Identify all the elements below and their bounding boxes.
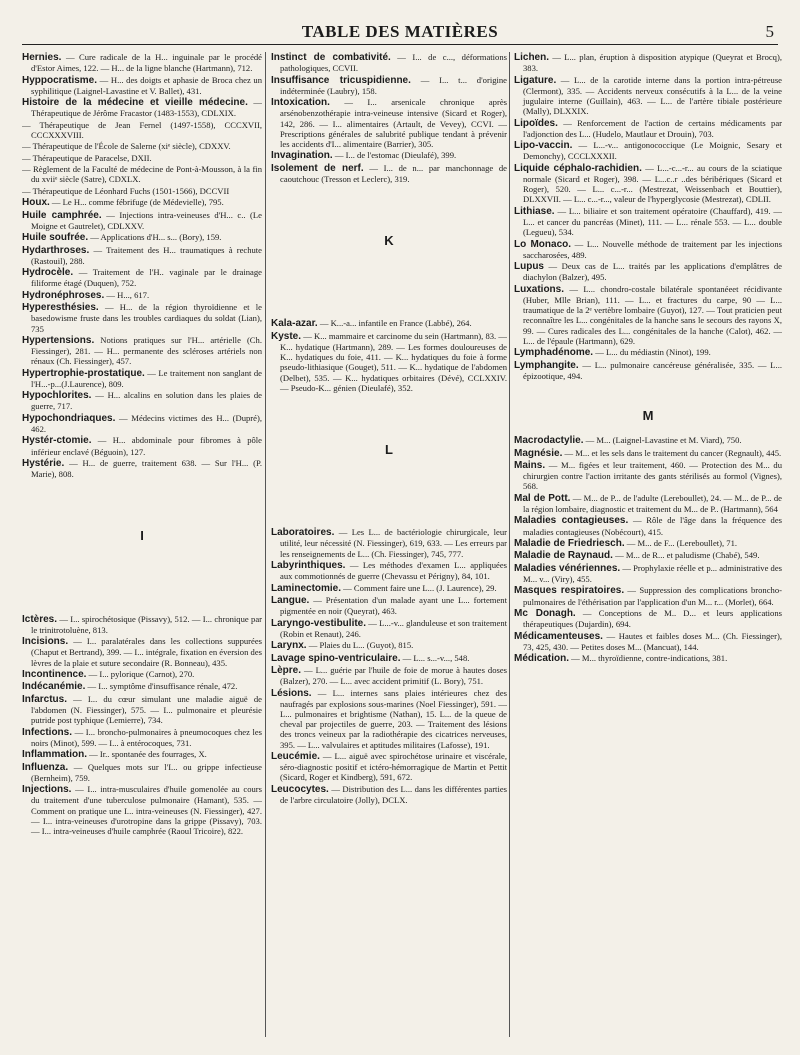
entry-term: Hypochondriaques.: [22, 412, 116, 424]
entry-term: Hyperesthésies.: [22, 302, 99, 314]
index-entry: [271, 52, 507, 73]
entry-term: Injections.: [22, 784, 72, 796]
entry-term: Mc Donagh.: [514, 607, 576, 619]
entry-term: Liquide céphalo-rachidien.: [514, 162, 642, 174]
index-entry: [22, 681, 262, 692]
entry-text: — I... de l'estomac (Dieulafé), 399.: [332, 150, 457, 161]
entry-term: Infarctus.: [22, 693, 68, 705]
entry-term: Hydarthroses.: [22, 244, 90, 256]
entry-text: — M... thyroïdienne, contre-indications, 381.: [569, 653, 728, 664]
entry-text: — Cure radicale de la H... inguinale par le procédé d'Estor Aimes, 122. — H... de la ligne blanche (Hartmann), 712.: [31, 52, 262, 74]
entry-text: — Suppression des complications broncho-pulmonaires de l'éthérisation par l'application d'un M... r... (Morlet), 664.: [523, 585, 782, 607]
entry-text: — L... chondro-costale bilatérale spontanéeet récidivante (Huber, Mlle Brian), 111. — L... et fractures du carpe, 90 — L... traumatique de la 2ᵉ vertèbre lombaire (Guyot), 127. — Tout praticien peut reconnaître les L... congénitales de la hanche sans le secours des rayons X, 99. — Cures radicales des L... congénitales de la hanche (Calot), 462. — L... de l'épaule (Hartmann), 629.: [523, 283, 782, 346]
entry-term: Hyppocratisme.: [22, 74, 98, 86]
entry-term: Larynx.: [271, 640, 307, 652]
index-entry: [271, 318, 507, 329]
entry-term: Mains.: [514, 459, 546, 471]
entry-text: — Ir.. spontanée des fourrages, X.: [87, 749, 207, 760]
entry-term: Magnésie.: [514, 447, 563, 459]
index-entry: [22, 141, 262, 151]
index-entry: [22, 614, 262, 635]
entry-term: Inflammation.: [22, 749, 88, 761]
index-entry: [514, 653, 782, 664]
entry-term: Hypertensions.: [22, 334, 95, 346]
index-entry: [22, 368, 262, 389]
entry-term: Laboratoires.: [271, 527, 335, 539]
entry-text: — Renforcement de l'action de certains médicaments par l'adjonction des L... (Hudelo, Mautlaur et Drouin), 703.: [523, 117, 782, 139]
column-3: [514, 52, 782, 1042]
entry-text: — Présentation d'un malade ayant une L... fortement pigmentée en noir (Queyrat), 463.: [280, 594, 507, 617]
entry-text: — Règlement de la Faculté de médecine de Pont-à-Mousson, à la fin du xviiᵉ siècle (Satre), CDXLX.: [22, 164, 262, 185]
index-entry: [514, 515, 782, 536]
entry-text: — I... t... d'origine indéterminée (Laubry), 158.: [280, 74, 507, 96]
entry-term: Mal de Pott.: [514, 492, 571, 504]
index-entry: [271, 688, 507, 750]
entry-term: Kala-azar.: [271, 318, 318, 330]
entry-text: — Injections intra-veineuses d'H... c.. (Le Moigne et Gautrelet), CDLXXV.: [31, 209, 262, 231]
entry-term: Lavage spino-ventriculaire.: [271, 652, 401, 664]
entry-text: — L... pulmonaire cancéreuse généralisée, 335. — L... épizootique, 494.: [523, 359, 782, 381]
entry-text: — Thérapeutique de Jérôme Fracastor (1483-1553), CDLXIX.: [31, 97, 262, 119]
index-entry: [271, 583, 507, 594]
entry-term: Influenza.: [22, 761, 69, 773]
index-entry: [22, 197, 262, 208]
entry-text: — L...-c...-r... au cours de la sciatique normale (Sicard et Roger), 398. — L...c..r ..des béribériques (Sicard et Roger), 520. — L... c...-r... (Mestrezat, Weissenbach et Bouttier), DLXXVII. — L... c...-r..., valeur de l'hyperglycosie (Mestrezat), CDLII.: [523, 162, 782, 205]
entry-term: Laminectomie.: [271, 582, 342, 594]
entry-term: Médication.: [514, 653, 570, 665]
index-entry: [22, 52, 262, 73]
index-entry: [514, 206, 782, 238]
entry-text: — L...-v... glanduleuse et son traitement (Robin et Renaut), 246.: [280, 617, 507, 639]
index-entry: [271, 560, 507, 581]
entry-term: Incisions.: [22, 636, 69, 648]
entry-term: Insuffisance tricuspidienne.: [271, 74, 411, 86]
column-2: [271, 52, 507, 1042]
entry-term: Maladie de Raynaud.: [514, 550, 613, 562]
index-entry: [22, 210, 262, 231]
entry-text: — Traitement de l'H.. vaginale par le drainage filiforme étagé (Duquen), 752.: [31, 267, 262, 289]
entry-term: Hydrocèle.: [22, 267, 74, 279]
index-entry: [514, 585, 782, 606]
index-entry: [22, 762, 262, 783]
index-entry: [514, 460, 782, 492]
entry-text: — Les méthodes d'examen L... appliquées aux commotionnés de guerre (Chevassu et Périgny), 84, 101.: [280, 560, 507, 582]
entry-text: — L... Nouvelle méthode de traitement par les injections saccharosées, 489.: [523, 238, 782, 260]
entry-term: Lipo-vaccin.: [514, 140, 573, 152]
entry-term: Histoire de la médecine et vieille médecine.: [22, 97, 248, 109]
entry-text: — Rôle de l'âge dans la fréquence des maladies contagieuses (Nobécourt), 415.: [523, 515, 782, 537]
index-entry: [22, 75, 262, 96]
entry-text: — L... guérie par l'huile de foie de morue à hautes doses (Balzer), 270. — L... avec accident primitif (L. Bory), 751.: [280, 664, 507, 687]
index-entry: [271, 595, 507, 616]
index-entry: [22, 727, 262, 748]
entry-text: — L... du médiastin (Ninot), 199.: [593, 347, 711, 358]
index-entry: [22, 435, 262, 456]
index-entry: [22, 164, 262, 184]
index-entry: [514, 608, 782, 629]
entry-text: — I... du cœur simulant une maladie aiguë de l'abdomen (N. Fiessinger), 575. — I... pulmonaire et pleurésie putride post typhique (Lemierre), 734.: [31, 693, 262, 726]
index-entry: [514, 435, 782, 446]
entry-text: — L... aiguë avec spirochétose urinaire et viscérale, séro-diagnostic positif et ictéro-hémorragique de Martin et Pettit (Sicard, Roger et Kindberg), 591, 672.: [280, 750, 507, 783]
entry-text: — Comment faire une L... (J. Laurence), 29.: [341, 582, 497, 593]
entry-term: Isolement de nerf.: [271, 162, 364, 174]
index-entry: [514, 538, 782, 549]
entry-term: Lèpre.: [271, 664, 302, 676]
entry-term: Houx.: [22, 197, 50, 209]
index-entry: [514, 75, 782, 117]
entry-term: Macrodactylie.: [514, 435, 584, 447]
index-entry: [22, 669, 262, 680]
page-title: TABLE DES MATIÈRES: [301, 22, 499, 41]
entry-text: — Hautes et faibles doses M... (Ch. Fiessinger), 73, 425, 430. — Petites doses M... (Mancuat), 144.: [523, 630, 782, 652]
index-entry: [514, 140, 782, 161]
index-entry: [22, 232, 262, 243]
index-entry: [514, 163, 782, 205]
entry-term: Lithiase.: [514, 205, 555, 217]
index-entry: [22, 784, 262, 836]
index-entry: [22, 335, 262, 367]
entry-text: — Les L... de bactériologie chirurgicale, leur utilité, leur nécessité (N. Fiessinger), 619, 633. — Les erreurs par les renseignements de L... (Ch. Fiessinger), 745, 777.: [280, 527, 507, 559]
entry-term: Hypochlorites.: [22, 390, 92, 402]
entry-text: — L... de la carotide interne dans la portion intra-pétreuse (Clermont), 335. — Accidents nerveux consécutifs à la L... de la veine jugulaire interne (Guillain), 463. — L... de l'artère tibiale postérieure (Mally), DLXXIX.: [523, 74, 782, 117]
entry-text: — H... des doigts et aphasie de Broca chez un syphilitique (Laignel-Lavastine et V. Ballet), 431.: [31, 74, 262, 96]
index-entry: [514, 347, 782, 358]
entry-text: — Thérapeutique de l'École de Salerne (xiᵉ siècle), CDXXV.: [22, 141, 231, 152]
entry-term: Langue.: [271, 594, 310, 606]
entry-text: — I... symptôme d'insuffisance rénale, 472.: [85, 681, 238, 692]
index-entry: [271, 527, 507, 559]
index-entry: [514, 360, 782, 381]
page-number: 5: [765, 22, 774, 41]
index-entry: [514, 448, 782, 459]
entry-text: — M... (Laignel-Lavastine et M. Viard), 750.: [583, 435, 742, 446]
column-divider: [265, 52, 266, 1037]
entry-text: Notions pratiques sur l'H... artérielle (Ch. Fiessinger), 281. — H... permanente des scléroses artériels non rénaux (Ch. Fiessinger), 457.: [31, 334, 262, 367]
entry-text: — Thérapeutique de Jean Fernel (1497-1558), CCCXVII, CCCXXXVIII.: [22, 119, 262, 140]
index-entry: [22, 186, 262, 196]
entry-text: — Traitement des H... traumatiques à rechute (Rastouil), 288.: [31, 244, 262, 266]
index-entry: [271, 751, 507, 783]
section-letter-i: I: [140, 528, 144, 544]
index-entry: [271, 97, 507, 149]
entry-term: Lo Monaco.: [514, 238, 572, 250]
index-entry: [22, 245, 262, 266]
index-entry: [514, 631, 782, 652]
entry-term: Kyste.: [271, 330, 302, 342]
entry-text: — I... intra-musculaires d'huile gomenolée au cours du traitement d'une tuberculose pulmonaire (Hamant), 535. — Comment on pratique une I... intra-veineuses (N. Fiessinger), 427. — I... intra-veineuses d'urotropine dans la grippe (Pissavy), 703. — I... intra-veineuses d'huile camphrée (Raoul Tricoire), 822.: [31, 784, 262, 837]
entry-term: Hypertrophie-prostatique.: [22, 367, 145, 379]
entry-term: Labyrinthiques.: [271, 560, 346, 571]
index-entry: [271, 150, 507, 161]
index-entry: [22, 413, 262, 434]
entry-text: — K...-a... infantile en France (Labbé), 264.: [317, 318, 472, 329]
entry-term: Maladies contagieuses.: [514, 515, 629, 527]
entry-term: Huile camphrée.: [22, 209, 102, 221]
entry-term: Indécanémie.: [22, 681, 86, 693]
entry-text: — H..., 617.: [104, 289, 150, 300]
entry-text: — L... s...-v..., 548.: [400, 652, 470, 663]
section-letter-l: L: [385, 442, 393, 457]
entry-term: Infections.: [22, 726, 73, 738]
index-entry: [271, 784, 507, 805]
entry-text: — I... pylorique (Carnot), 270.: [86, 669, 195, 680]
index-entry: [514, 493, 782, 514]
entry-text: — I... spirochétosique (Pissavy), 512. — I... chronique par le trinitrotoluène, 813.: [31, 613, 262, 635]
index-entry: [514, 284, 782, 346]
entry-text: — H... de la région thyroïdienne et le basedowisme fruste dans les troubles cardiaques du soldat (Lian), 735: [31, 302, 262, 334]
entry-term: Lymphadénome.: [514, 347, 594, 359]
entry-term: Intoxication.: [271, 97, 330, 109]
section-letter-m: M: [642, 407, 654, 423]
index-entry: [22, 749, 262, 760]
page-header: [22, 22, 778, 45]
entry-text: — Quelques mots sur l'I... ou grippe infectieuse (Bernheim), 759.: [31, 761, 262, 783]
entry-term: Maladies vénériennes.: [514, 562, 621, 574]
entry-term: Hernies.: [22, 52, 62, 63]
entry-text: — Prophylaxie réelle et p... administrative des M... v... (Viry), 455.: [523, 562, 782, 584]
entry-text: — H... de guerre, traitement 638. — Sur l'H... (P. Marie), 808.: [31, 458, 262, 480]
entry-text: — Médecins victimes des H... (Dupré), 462.: [31, 412, 262, 435]
entry-term: Lupus: [514, 261, 544, 273]
entry-text: — Le traitement non sanglant de l'H...-p...(J.Laurence), 809.: [31, 367, 262, 389]
entry-term: Hydronéphroses.: [22, 289, 105, 301]
entry-term: Ictères.: [22, 613, 58, 625]
entry-text: — I... de n... par manchonnage de caoutchouc (Tresson et Leclerc), 319.: [280, 162, 507, 184]
entry-text: — M... figées et leur traitement, 460. — Protection des M... du chirurgien contre l'action irritante des gants stérilisés au formol (Vignes), 568.: [523, 459, 782, 492]
entry-text: — Conceptions de M.. D... et leurs applications thérapeutiques (Dujardin), 694.: [523, 607, 782, 630]
entry-term: Maladie de Friedriesch.: [514, 537, 625, 549]
entry-term: Lichen.: [514, 52, 550, 63]
entry-term: Instinct de combativité.: [271, 52, 391, 63]
entry-text: — I... paralatérales dans les collections suppurées (Chaput et Bertrand), 399. — I... intégrale, fixation en éversion des lèvres de la plaie et suture secondaire (R. Bonneau), 435.: [31, 636, 262, 668]
entry-term: Hystér-ctomie.: [22, 435, 92, 447]
entry-text: — K... mammaire et carcinome du sein (Hartmann), 83. — K... hydatique (Hartmann), 289. — Les formes douloureuses de K... hydatiques du foie, 411. — K... hydatiques du foie à forme pseudo-lithiasique (Gouget), 511. — K... hydatique de l'abdomen (Delbet), 535. — K... hydatiques orbitaires (Dévé), CCLXXIV. — Pseudo-K... génien (Dieulafé), 352.: [280, 330, 507, 393]
entry-term: Médicamenteuses.: [514, 630, 603, 642]
index-entry: [271, 163, 507, 184]
index-entry: [271, 653, 507, 664]
entry-term: Hystérie.: [22, 458, 65, 470]
entry-term: Lipoïdes.: [514, 117, 558, 129]
index-entry: [22, 636, 262, 668]
index-entry: [514, 261, 782, 282]
entry-text: — M... de F... (Lereboullet), 71.: [624, 537, 738, 548]
entry-text: — L...-v... antigonococcique (Le Moignic, Sesary et Demonchy), CCCLXXXII.: [523, 140, 782, 162]
index-entry: [22, 153, 262, 163]
index-entry: [22, 458, 262, 479]
column-divider: [509, 52, 510, 1037]
entry-term: Huile soufrée.: [22, 232, 89, 244]
index-entry: [271, 618, 507, 639]
index-entry: [22, 302, 262, 334]
entry-text: — I... de c..., déformations pathologiques, CCVII.: [280, 52, 507, 74]
entry-term: Masques respiratoires.: [514, 585, 625, 597]
entry-text: — L... internes sans plaies intérieures chez des naufragés par explosions sous-marines (Noel Fiessinger), 591. — L... pulmonaires et brightisme (Nathan), 15. L... de la queue de cheval par projectiles de guerre, 203. — Traitement des lésions des troncs veineux par la radiothérapie des cicatrices nerveuses, 395. — L... valvulaires et aptitudes militaires (Lafosse), 191.: [280, 687, 507, 750]
entry-term: Luxations.: [514, 283, 565, 295]
index-entry: [514, 239, 782, 260]
entry-text: — M... de P... de l'adulte (Lereboullet), 24. — M... de P... de la région lombaire, diagnostic et traitement du M... de P.. (Hartmann), 564: [523, 492, 782, 514]
index-entry: [271, 331, 507, 393]
index-entry: [22, 390, 262, 411]
entry-term: Lymphangite.: [514, 359, 579, 371]
entry-term: Incontinence.: [22, 669, 87, 681]
column-1: [22, 52, 262, 1042]
entry-text: — Thérapeutique de Léonhard Fuchs (1501-1566), DCCVII: [22, 185, 230, 196]
index-entry: [514, 118, 782, 139]
entry-text: — Le H... comme fébrifuge (de Médevielle), 795.: [49, 197, 224, 208]
index-entry: [514, 52, 782, 73]
entry-text: — L... plan, éruption à disposition atypique (Queyrat et Brocq), 383.: [523, 52, 782, 74]
index-entry: [22, 694, 262, 726]
entry-term: Leucocytes.: [271, 783, 329, 795]
index-entry: [22, 97, 262, 118]
entry-text: — Distribution des L... dans les différentes parties de l'arbre circulatoire (Jolly), DCLX.: [280, 783, 507, 805]
entry-text: — M... et les sels dans le traitement du cancer (Regnault), 445.: [562, 447, 782, 458]
entry-text: — Applications d'H... s... (Bory), 159.: [88, 232, 222, 243]
entry-text: — L... biliaire et son traitement opératoire (Chauffard), 419. — L... et cancer du pancréas (Minet), 111. — L... rénale 553. — L... double (Legueu), 534.: [523, 205, 782, 238]
index-entry: [514, 563, 782, 584]
entry-term: Ligature.: [514, 74, 557, 86]
entry-text: — M... de R... et paludisme (Chabé), 549.: [612, 550, 760, 561]
entry-text: — I... arsenicale chronique après arsénobenzothérapie intra-veineuse intensive (Sicard et Roger), 142, 286. — I... alimentaires (Artault, de Vevey), CCVI. — Prescriptions générales de salubrité publique tendant à prévenir les accidents d'I... alimentaire (Barrier), 305.: [280, 97, 507, 149]
entry-text: — H... alcalins en solution dans les plaies de guerre, 717.: [31, 390, 262, 412]
entry-text: — I... broncho-pulmonaires à pneumocoques chez les noirs (Minot), 599. — I... à entérocoques, 731.: [31, 726, 262, 748]
entry-text: — Thérapeutique de Paracelse, DXII.: [22, 152, 152, 163]
index-entry: [271, 640, 507, 651]
index-entry: [271, 665, 507, 686]
entry-text: — H... abdominale pour fibromes à pôle inférieur enclavé (Béguoin), 127.: [31, 435, 262, 457]
entry-term: Leucémie.: [271, 750, 320, 762]
index-entry: [22, 290, 262, 301]
section-letter-k: K: [384, 233, 394, 249]
index-entry: [271, 75, 507, 96]
index-entry: [22, 267, 262, 288]
entry-text: — Plaies du L... (Guyot), 815.: [306, 640, 414, 651]
entry-text: — Deux cas de L... traités par les applications d'emplâtres de diachylon (Balzer), 495.: [523, 261, 782, 283]
entry-term: Laryngo-vestibulite.: [271, 617, 367, 629]
entry-term: Invagination.: [271, 150, 333, 162]
index-entry: [22, 120, 262, 140]
entry-term: Lésions.: [271, 687, 312, 699]
index-entry: [514, 550, 782, 561]
